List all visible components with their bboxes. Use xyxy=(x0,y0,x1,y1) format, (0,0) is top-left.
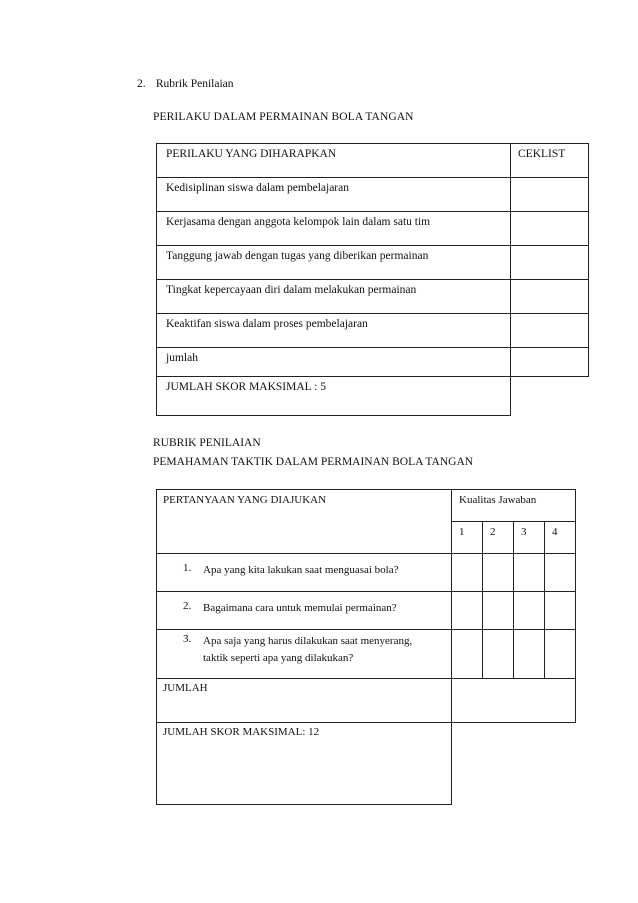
check-cell[interactable] xyxy=(511,178,589,212)
check-cell[interactable] xyxy=(511,212,589,246)
total-cell[interactable] xyxy=(452,679,576,723)
header-behavior: PERILAKU YANG DIHARAPKAN xyxy=(157,144,511,178)
table2-title-line2: PEMAHAMAN TAKTIK DALAM PERMAINAN BOLA TANGAN xyxy=(153,456,474,468)
score-cell[interactable] xyxy=(452,630,483,679)
header-checklist: CEKLIST xyxy=(511,144,589,178)
section-heading xyxy=(137,78,234,90)
table1-title: PERILAKU DALAM PERMAINAN BOLA TANGAN xyxy=(153,111,414,123)
score-1: 1 xyxy=(452,522,483,554)
score-3: 3 xyxy=(514,522,545,554)
question-text: Bagaimana cara untuk memulai permainan? xyxy=(203,602,397,614)
check-cell[interactable] xyxy=(511,314,589,348)
score-cell[interactable] xyxy=(514,592,545,630)
total-cell[interactable] xyxy=(511,348,589,377)
total-row xyxy=(157,679,576,723)
behavior-cell: Keaktifan siswa dalam proses pembelajaran xyxy=(157,314,511,348)
question-cell xyxy=(157,630,452,679)
empty-cell xyxy=(511,377,589,416)
max-score-label: JUMLAH SKOR MAKSIMAL : 5 xyxy=(157,377,511,416)
table-row xyxy=(157,554,576,592)
behavior-checklist-table xyxy=(156,143,589,416)
behavior-cell: Kerjasama dengan anggota kelompok lain dalam satu tim xyxy=(157,212,511,246)
table-header-row xyxy=(157,144,589,178)
max-score-row xyxy=(157,723,576,805)
score-cell[interactable] xyxy=(545,592,576,630)
question-number: 1. xyxy=(183,562,192,574)
table-row xyxy=(157,178,589,212)
score-cell[interactable] xyxy=(483,554,514,592)
table2-title-line1: RUBRIK PENILAIAN xyxy=(153,437,261,449)
section-title: Rubrik Penilaian xyxy=(155,78,234,90)
table-row xyxy=(157,630,576,679)
score-cell[interactable] xyxy=(452,592,483,630)
empty-cell xyxy=(452,723,576,805)
table-row xyxy=(157,280,589,314)
score-cell[interactable] xyxy=(483,592,514,630)
question-text: Apa saja yang harus dilakukan saat menyerang, taktik seperti apa yang dilakukan? xyxy=(203,635,413,664)
table-row xyxy=(157,212,589,246)
score-cell[interactable] xyxy=(452,554,483,592)
header-question: PERTANYAAN YANG DIAJUKAN xyxy=(157,490,452,554)
question-number: 2. xyxy=(183,600,192,612)
max-score-row xyxy=(157,377,589,416)
total-label: JUMLAH xyxy=(157,679,452,723)
score-cell[interactable] xyxy=(514,630,545,679)
table-row xyxy=(157,246,589,280)
max-score-label: JUMLAH SKOR MAKSIMAL: 12 xyxy=(157,723,452,805)
question-text: Apa yang kita lakukan saat menguasai bola? xyxy=(203,564,399,576)
score-2: 2 xyxy=(483,522,514,554)
behavior-cell: Tanggung jawab dengan tugas yang diberikan permainan xyxy=(157,246,511,280)
tactic-understanding-table xyxy=(156,489,576,805)
score-cell[interactable] xyxy=(545,554,576,592)
question-number: 3. xyxy=(183,633,192,645)
score-cell[interactable] xyxy=(545,630,576,679)
behavior-cell: Tingkat kepercayaan diri dalam melakukan permainan xyxy=(157,280,511,314)
question-cell xyxy=(157,554,452,592)
behavior-cell: Kedisiplinan siswa dalam pembelajaran xyxy=(157,178,511,212)
question-cell xyxy=(157,592,452,630)
table-row xyxy=(157,592,576,630)
table-row xyxy=(157,314,589,348)
score-cell[interactable] xyxy=(483,630,514,679)
header-quality: Kualitas Jawaban xyxy=(452,490,576,522)
total-label: jumlah xyxy=(157,348,511,377)
check-cell[interactable] xyxy=(511,246,589,280)
table-header-row xyxy=(157,490,576,522)
check-cell[interactable] xyxy=(511,280,589,314)
section-number: 2. xyxy=(137,78,146,90)
score-cell[interactable] xyxy=(514,554,545,592)
total-row xyxy=(157,348,589,377)
score-4: 4 xyxy=(545,522,576,554)
